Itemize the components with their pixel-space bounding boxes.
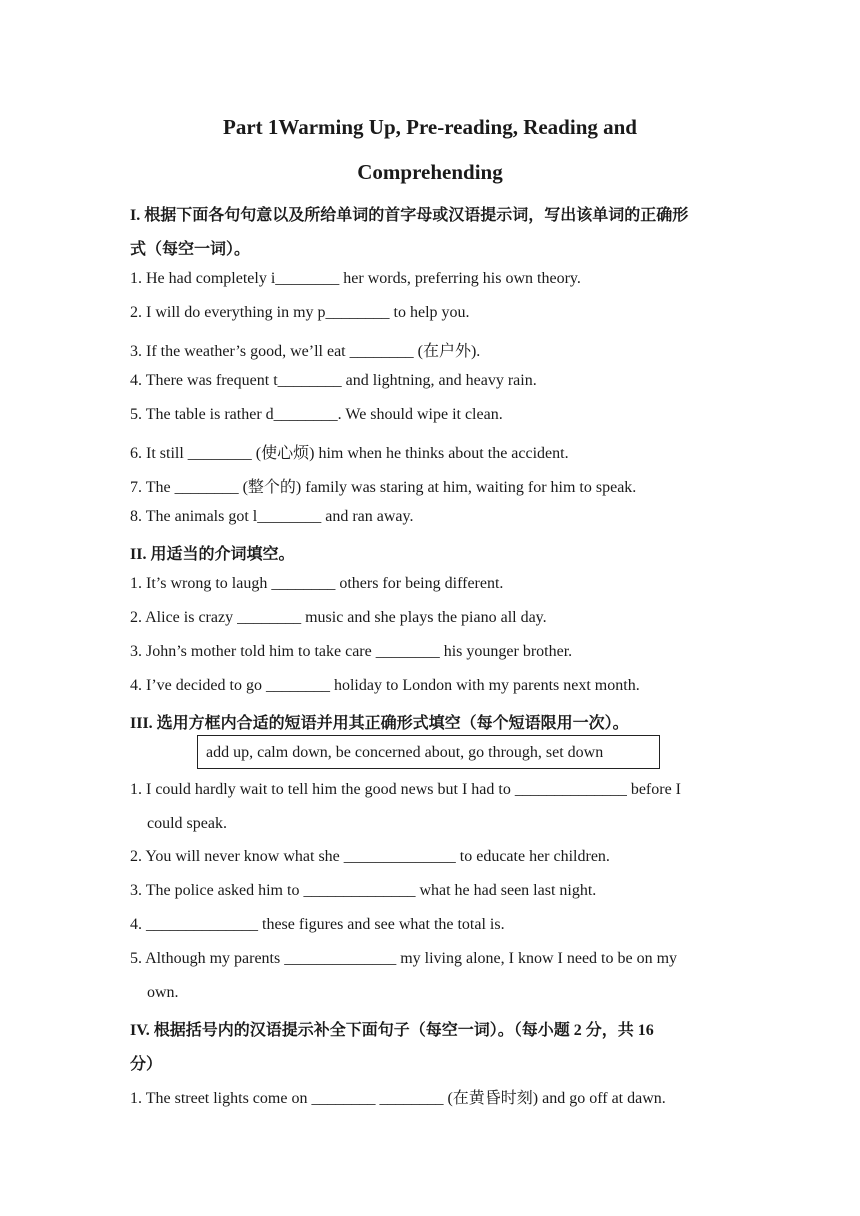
phrase-box bbox=[197, 735, 660, 769]
section-2-item-2: 2. Alice is crazy ________ music and she plays the piano all day. bbox=[130, 609, 547, 626]
section-1-item-6: 6. It still ________ (使心烦) him when he thinks about the accident. bbox=[130, 445, 569, 462]
section-3-item-3: 3. The police asked him to ______________ what he had seen last night. bbox=[130, 882, 597, 899]
section-1-item-8: 8. The animals got l________ and ran away. bbox=[130, 508, 414, 525]
section-3-item-1-cont: could speak. bbox=[147, 815, 227, 832]
section-3-item-1: 1. I could hardly wait to tell him the good news but I had to ______________ before I bbox=[130, 781, 682, 798]
section-2-item-3: 3. John’s mother told him to take care ________ his younger brother. bbox=[130, 643, 573, 660]
section-1-item-3: 3. If the weather’s good, we’ll eat ________ (在户外). bbox=[130, 343, 481, 360]
section-3-item-2: 2. You will never know what she ______________ to educate her children. bbox=[130, 848, 610, 865]
phrase-box-text: add up, calm down, be concerned about, go through, set down bbox=[206, 744, 604, 761]
section-4-heading-cont: 分） bbox=[130, 1056, 163, 1073]
title-line-1: Part 1Warming Up, Pre-reading, Reading and bbox=[223, 115, 637, 139]
section-1-item-1: 1. He had completely i________ her words, preferring his own theory. bbox=[130, 270, 581, 287]
section-1-item-4: 4. There was frequent t________ and lightning, and heavy rain. bbox=[130, 372, 537, 389]
section-2-item-1: 1. It’s wrong to laugh ________ others for being different. bbox=[130, 575, 504, 592]
section-3-item-5-cont: own. bbox=[147, 984, 179, 1001]
section-2-heading: II. 用适当的介词填空。 bbox=[130, 546, 295, 563]
section-1-heading: I. 根据下面各句句意以及所给单词的首字母或汉语提示词，写出该单词的正确形 bbox=[130, 207, 689, 224]
section-1-heading-cont: 式（每空一词）。 bbox=[130, 241, 251, 258]
section-3-item-4: 4. ______________ these figures and see what the total is. bbox=[130, 916, 505, 933]
section-4-heading: IV. 根据括号内的汉语提示补全下面句子（每空一词）。（每小题 2 分，共 16 bbox=[130, 1022, 654, 1039]
title-line-2: Comprehending bbox=[357, 160, 503, 184]
section-1-item-2: 2. I will do everything in my p________ to help you. bbox=[130, 304, 470, 321]
section-1-item-5: 5. The table is rather d________. We should wipe it clean. bbox=[130, 406, 503, 423]
section-3-item-5: 5. Although my parents ______________ my living alone, I know I need to be on my bbox=[130, 950, 678, 967]
section-1-item-7: 7. The ________ (整个的) family was staring at him, waiting for him to speak. bbox=[130, 479, 637, 496]
section-4-item-1: 1. The street lights come on ________ ________ (在黄昏时刻) and go off at dawn. bbox=[130, 1090, 666, 1107]
section-2-item-4: 4. I’ve decided to go ________ holiday to London with my parents next month. bbox=[130, 677, 640, 694]
section-3-heading: III. 选用方框内合适的短语并用其正确形式填空（每个短语限用一次）。 bbox=[130, 715, 629, 732]
